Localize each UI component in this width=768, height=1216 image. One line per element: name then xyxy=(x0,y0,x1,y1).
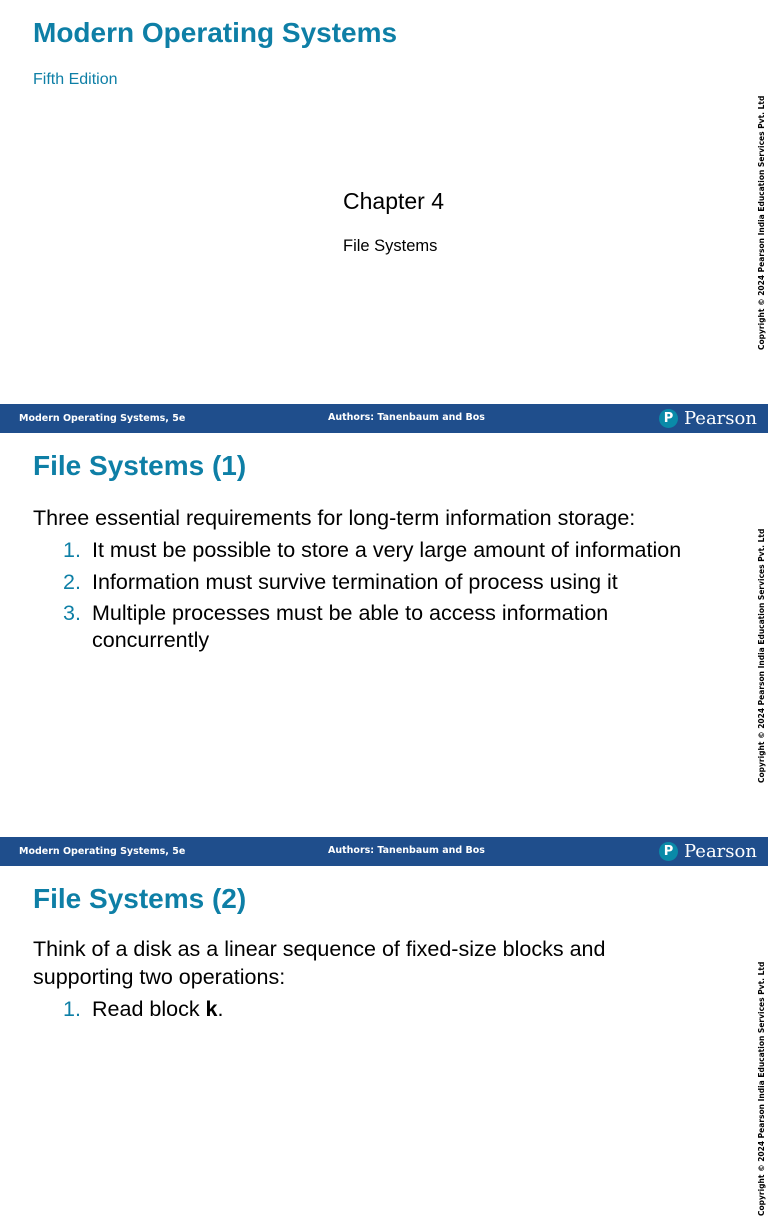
list-number: 1. xyxy=(63,997,81,1021)
footer-authors: Authors: Tanenbaum and Bos xyxy=(328,412,485,423)
edition-subtitle: Fifth Edition xyxy=(33,71,118,88)
list-item xyxy=(33,996,733,1023)
pearson-logo xyxy=(659,408,757,429)
footer-book-title: Modern Operating Systems, 5e xyxy=(19,846,186,857)
requirements-list xyxy=(33,537,733,659)
slide-intro: Three essential requirements for long-term information storage: xyxy=(33,506,636,530)
copyright-text: Copyright © 2024 Pearson India Education Services Pvt. Ltd xyxy=(757,961,766,1216)
list-item-text: It must be possible to store a very large amount of information xyxy=(92,538,682,562)
deck-title: Modern Operating Systems xyxy=(33,17,398,48)
list-item xyxy=(33,537,733,564)
list-number: 2. xyxy=(63,569,81,594)
list-item-text-after: . xyxy=(217,997,224,1021)
footer-book-title: Modern Operating Systems, 5e xyxy=(19,413,186,424)
list-item-text: Multiple processes must be able to access information concurrently xyxy=(92,601,609,652)
pearson-logo-icon: P xyxy=(659,842,678,861)
pearson-logo xyxy=(659,841,757,862)
pearson-wordmark: Pearson xyxy=(684,841,757,862)
slide-footer xyxy=(0,837,768,866)
copyright-text: Copyright © 2024 Pearson India Education Services Pvt. Ltd xyxy=(757,528,766,783)
footer-authors: Authors: Tanenbaum and Bos xyxy=(328,845,485,856)
pearson-wordmark: Pearson xyxy=(684,408,757,429)
slide-title: File Systems (2) xyxy=(33,883,247,914)
list-item-text: Information must survive termination of process using it xyxy=(92,569,618,594)
list-item-text-before: Read block xyxy=(92,997,206,1021)
slide-title xyxy=(0,0,768,404)
slide-title: File Systems (1) xyxy=(33,450,247,481)
list-number: 1. xyxy=(63,538,81,562)
copyright-text: Copyright © 2024 Pearson India Education Services Pvt. Ltd xyxy=(757,95,766,350)
list-item xyxy=(33,600,733,654)
slide-file-systems-1 xyxy=(0,433,768,837)
slide-file-systems-2 xyxy=(0,866,768,1216)
slide-footer xyxy=(0,404,768,433)
operations-list xyxy=(33,996,733,1028)
block-variable: k xyxy=(205,997,218,1021)
chapter-subtitle: File Systems xyxy=(343,237,438,255)
chapter-heading: Chapter 4 xyxy=(343,188,445,214)
list-number: 3. xyxy=(63,601,81,625)
slide-intro: Think of a disk as a linear sequence of fixed-size blocks and supporting two operations: xyxy=(33,937,606,989)
pearson-logo-icon: P xyxy=(659,409,678,428)
list-item xyxy=(33,569,733,596)
